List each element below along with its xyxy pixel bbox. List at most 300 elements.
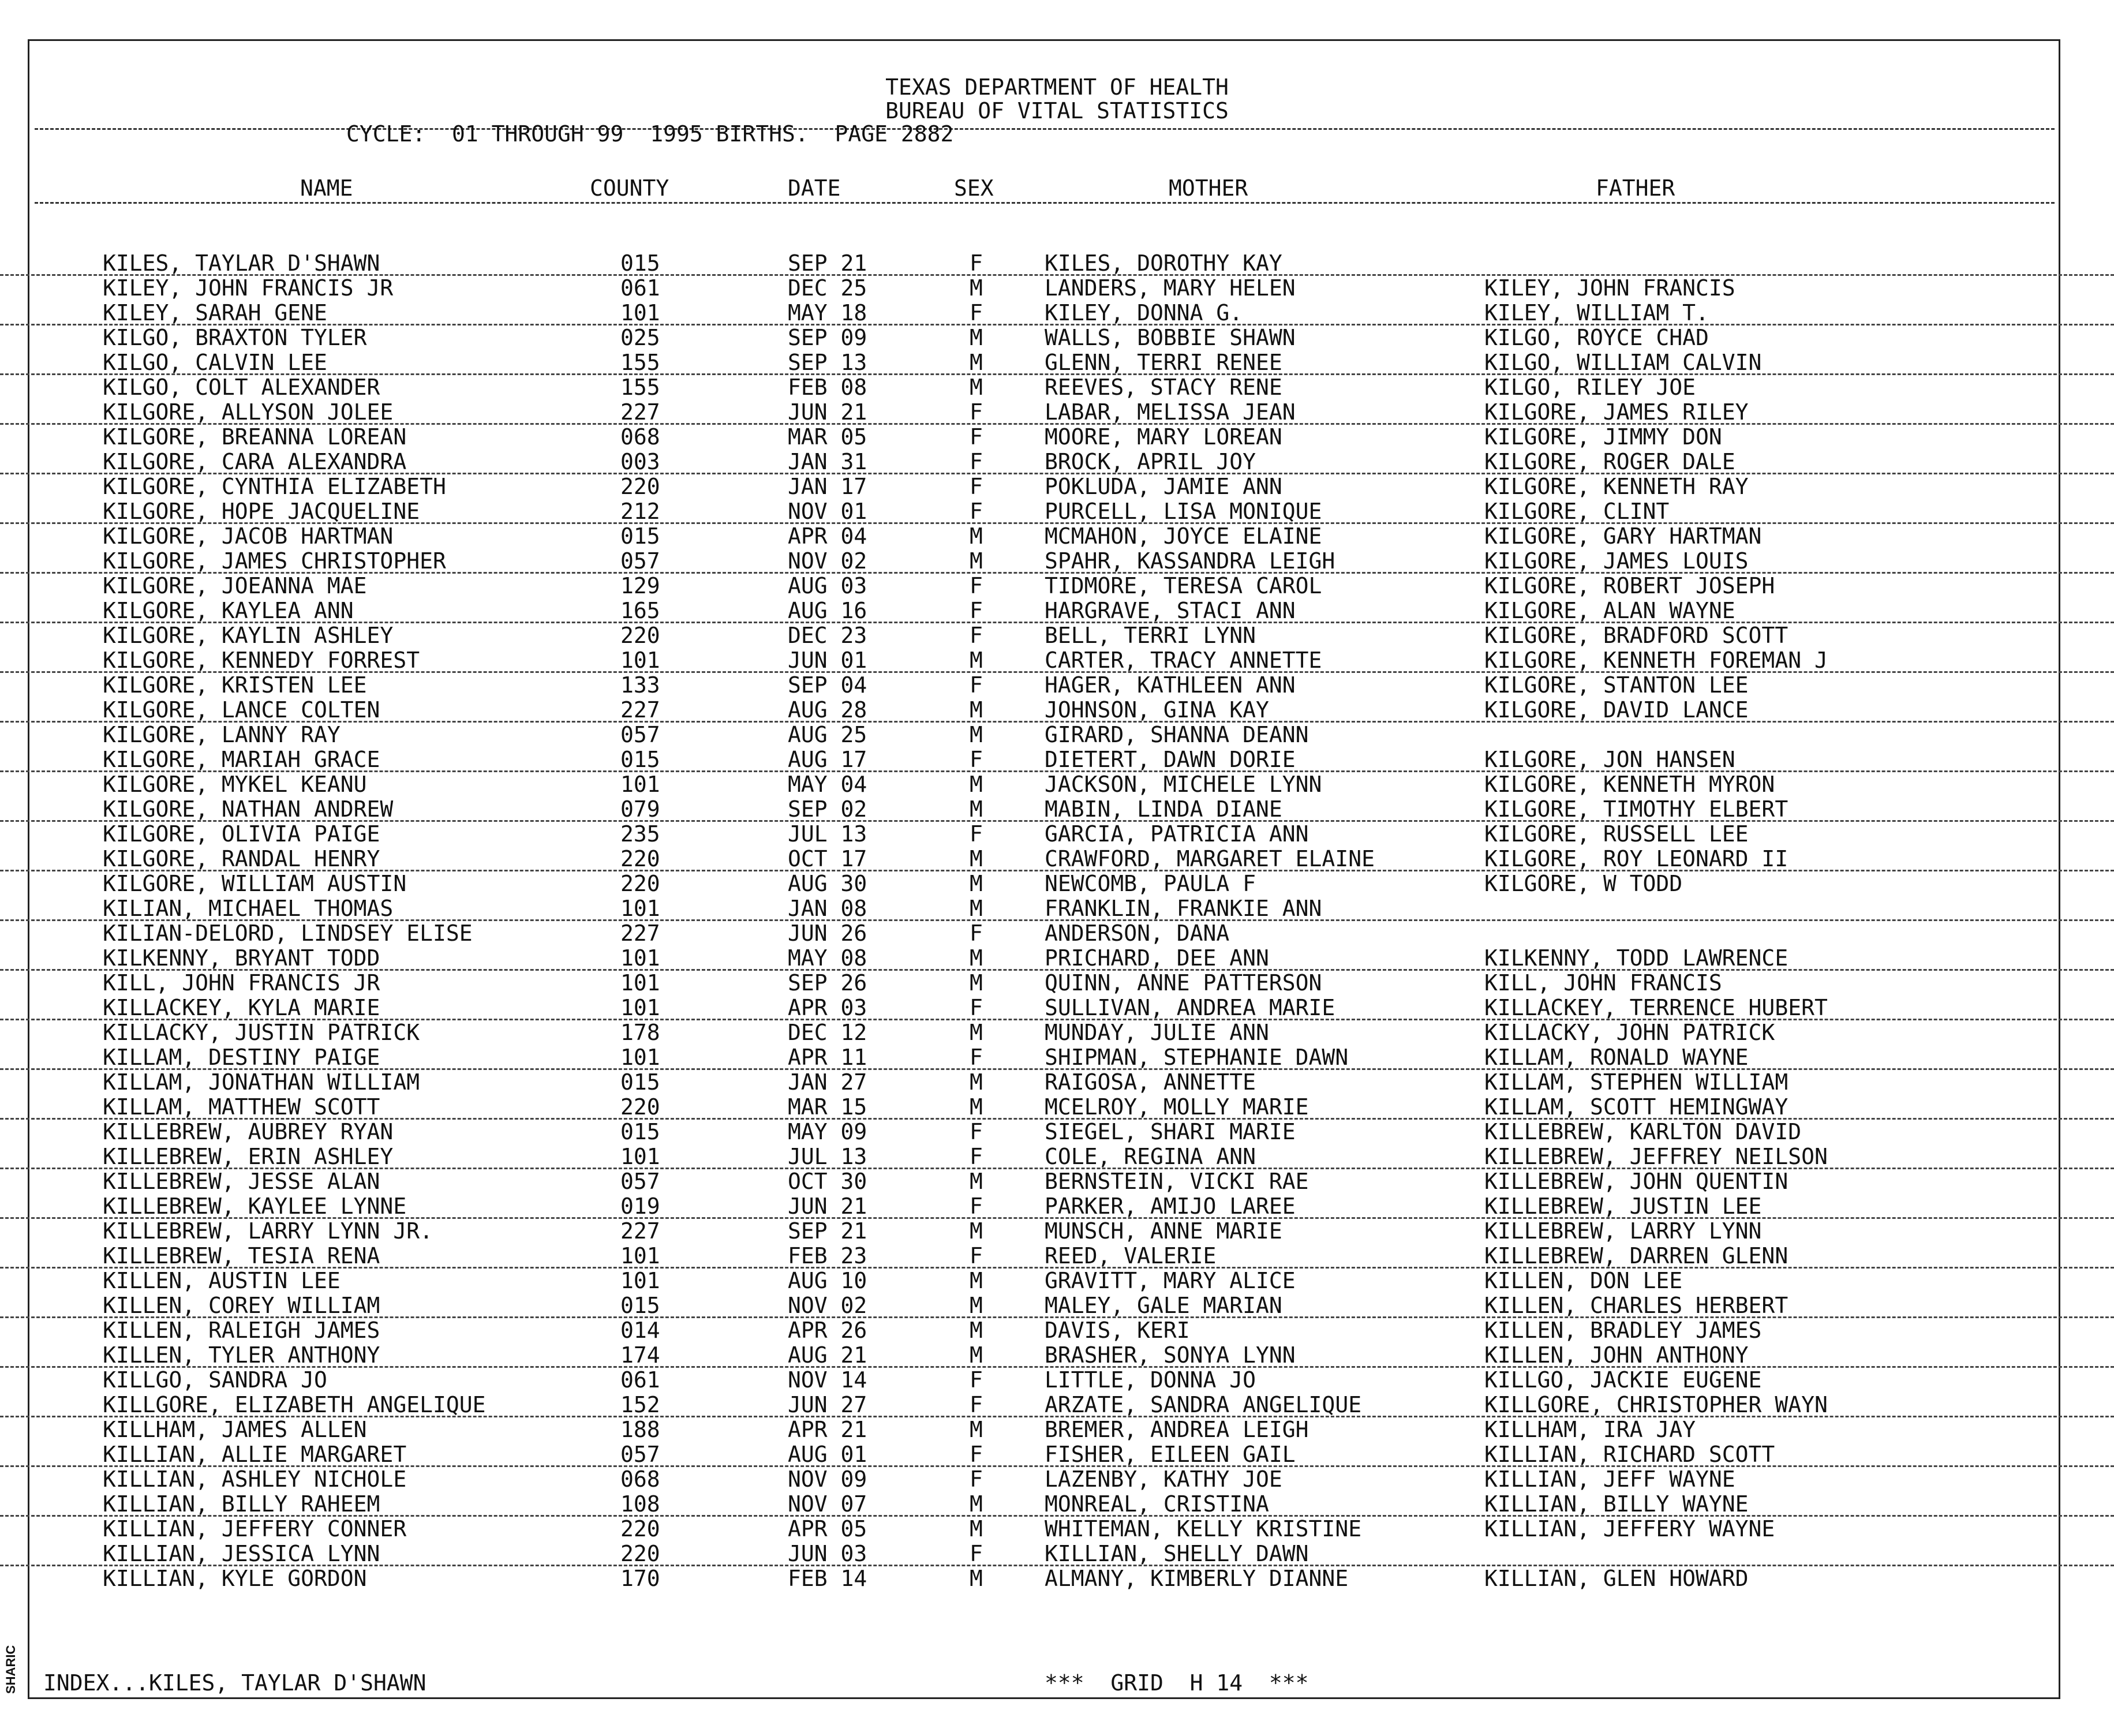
table-row [0,276,2114,301]
cell-name: KILLIAN, ASHLEY NICHOLE [103,1466,407,1492]
cell-name: KILGORE, LANCE COLTEN [103,697,380,723]
side-tag: SHARIC [3,1645,18,1694]
cell-father: KILGORE, ROY LEONARD II [1484,846,1789,871]
cell-mother: MUNDAY, JULIE ANN [1045,1020,1269,1045]
cell-father: KILGORE, ALAN WAYNE [1484,598,1735,623]
cell-mother: KILEY, DONNA G. [1045,300,1243,326]
cell-county: 101 [620,1144,660,1169]
cell-sex: M [970,896,983,921]
table-row [0,1467,2114,1492]
table-row [0,1045,2114,1070]
cell-county: 227 [620,1218,660,1244]
cell-mother: TIDMORE, TERESA CAROL [1045,573,1322,598]
table-row [0,1368,2114,1393]
cell-county: 079 [620,796,660,822]
cell-sex: F [970,499,983,524]
cell-name: KILGORE, KRISTEN LEE [103,672,367,698]
cell-father: KILLEN, CHARLES HERBERT [1484,1293,1789,1318]
cell-mother: ANDERSON, DANA [1045,921,1230,946]
table-row [0,1417,2114,1442]
cell-name: KILGORE, LANNY RAY [103,722,341,747]
table-row [0,996,2114,1020]
cell-county: 155 [620,350,660,375]
cell-date: JUN 21 [788,1194,867,1219]
cell-county: 057 [620,722,660,747]
cell-father: KILLEN, DON LEE [1484,1268,1683,1293]
cell-sex: M [970,1342,983,1368]
cell-name: KILL, JOHN FRANCIS JR [103,970,380,996]
cell-sex: F [970,300,983,326]
cell-county: 015 [620,1293,660,1318]
cell-date: SEP 13 [788,350,867,375]
cell-name: KILLEBREW, JESSE ALAN [103,1169,380,1194]
cell-date: MAY 04 [788,772,867,797]
cell-date: APR 26 [788,1318,867,1343]
cell-date: JUN 26 [788,921,867,946]
cell-date: DEC 12 [788,1020,867,1045]
cell-name: KILIAN, MICHAEL THOMAS [103,896,394,921]
cell-father: KILLIAN, BILLY WAYNE [1484,1491,1749,1517]
cell-date: AUG 16 [788,598,867,623]
cell-father: KILLIAN, GLEN HOWARD [1484,1566,1749,1591]
cell-father: KILLEBREW, JEFFREY NEILSON [1484,1144,1828,1169]
cell-father: KILLGO, JACKIE EUGENE [1484,1367,1762,1393]
cell-date: JUL 13 [788,821,867,847]
cell-county: 061 [620,1367,660,1393]
cell-mother: BROCK, APRIL JOY [1045,449,1256,474]
cell-mother: COLE, REGINA ANN [1045,1144,1256,1169]
footer-index: INDEX...KILES, TAYLAR D'SHAWN [43,1670,426,1696]
cell-sex: F [970,921,983,946]
cell-mother: BRASHER, SONYA LYNN [1045,1342,1296,1368]
cell-date: APR 03 [788,995,867,1020]
cell-date: SEP 21 [788,250,867,276]
table-row [0,1542,2114,1566]
cell-father: KILEY, WILLIAM T. [1484,300,1709,326]
cell-father: KILGO, ROYCE CHAD [1484,325,1709,350]
cell-name: KILGORE, WILLIAM AUSTIN [103,871,407,896]
cell-name: KILLEN, TYLER ANTHONY [103,1342,380,1368]
cell-date: NOV 14 [788,1367,867,1393]
cell-sex: M [970,1218,983,1244]
cell-father: KILGORE, JON HANSEN [1484,747,1735,772]
cell-mother: QUINN, ANNE PATTERSON [1045,970,1322,996]
cell-name: KILGORE, KAYLIN ASHLEY [103,623,394,648]
cell-mother: KILLIAN, SHELLY DAWN [1045,1541,1309,1566]
column-header-father: FATHER [1596,175,1675,201]
cell-name: KILLACKY, JUSTIN PATRICK [103,1020,420,1045]
cell-name: KILLIAN, JEFFERY CONNER [103,1516,407,1542]
cell-father: KILGORE, ROBERT JOSEPH [1484,573,1775,598]
table-row [0,623,2114,648]
cell-county: 101 [620,995,660,1020]
cell-name: KILEY, SARAH GENE [103,300,327,326]
cell-father: KILGORE, ROGER DALE [1484,449,1735,474]
cell-date: FEB 08 [788,375,867,400]
table-row [0,698,2114,723]
table-row [0,921,2114,946]
cell-county: 014 [620,1318,660,1343]
cell-county: 133 [620,672,660,698]
cell-sex: F [970,474,983,499]
cell-sex: F [970,449,983,474]
cell-county: 101 [620,945,660,971]
cell-name: KILGORE, JACOB HARTMAN [103,523,394,549]
cell-mother: GIRARD, SHANNA DEANN [1045,722,1309,747]
cell-father: KILGORE, W TODD [1484,871,1683,896]
cell-father: KILGO, WILLIAM CALVIN [1484,350,1762,375]
cell-mother: MCMAHON, JOYCE ELAINE [1045,523,1322,549]
cell-date: DEC 25 [788,275,867,301]
cell-sex: M [970,1491,983,1517]
cell-name: KILGORE, JOEANNA MAE [103,573,367,598]
cell-date: NOV 02 [788,1293,867,1318]
cell-mother: DAVIS, KERI [1045,1318,1190,1343]
cell-county: 220 [620,871,660,896]
cell-county: 057 [620,548,660,574]
table-row [0,1169,2114,1194]
cell-mother: DIETERT, DAWN DORIE [1045,747,1296,772]
cell-father: KILLIAN, JEFF WAYNE [1484,1466,1735,1492]
cell-name: KILLHAM, JAMES ALLEN [103,1417,367,1442]
table-row [0,326,2114,350]
cell-date: SEP 26 [788,970,867,996]
cell-mother: LANDERS, MARY HELEN [1045,275,1296,301]
cell-date: MAY 08 [788,945,867,971]
cell-father: KILGORE, KENNETH MYRON [1484,772,1775,797]
cell-sex: M [970,772,983,797]
cell-sex: M [970,523,983,549]
cell-county: 101 [620,772,660,797]
cell-date: AUG 10 [788,1268,867,1293]
cell-mother: LITTLE, DONNA JO [1045,1367,1256,1393]
cell-name: KILGORE, KAYLEA ANN [103,598,354,623]
cell-sex: M [970,945,983,971]
column-header-name: NAME [300,175,353,201]
table-row [0,1269,2114,1293]
column-header-date: DATE [788,175,841,201]
header-cycle: CYCLE: 01 THROUGH 99 1995 BIRTHS. PAGE 2882 [346,121,954,147]
cell-county: 212 [620,499,660,524]
cell-mother: FRANKLIN, FRANKIE ANN [1045,896,1322,921]
cell-date: SEP 04 [788,672,867,698]
cell-mother: MUNSCH, ANNE MARIE [1045,1218,1282,1244]
cell-sex: M [970,648,983,673]
cell-name: KILGORE, CARA ALEXANDRA [103,449,407,474]
cell-date: MAR 05 [788,424,867,450]
cell-county: 101 [620,1268,660,1293]
cell-father: KILGORE, GARY HARTMAN [1484,523,1762,549]
table-row [0,822,2114,847]
cell-county: 057 [620,1169,660,1194]
cell-father: KILGORE, CLINT [1484,499,1670,524]
cell-mother: ARZATE, SANDRA ANGELIQUE [1045,1392,1362,1417]
cell-father: KILLAM, SCOTT HEMINGWAY [1484,1094,1789,1120]
cell-father: KILLEBREW, DARREN GLENN [1484,1243,1789,1269]
table-row [0,946,2114,971]
cell-county: 068 [620,424,660,450]
cell-county: 101 [620,300,660,326]
cell-name: KILGORE, MYKEL KEANU [103,772,367,797]
cell-date: FEB 23 [788,1243,867,1269]
cell-sex: F [970,1144,983,1169]
cell-name: KILGORE, BREANNA LOREAN [103,424,407,450]
cell-county: 174 [620,1342,660,1368]
cell-date: APR 21 [788,1417,867,1442]
cell-date: APR 11 [788,1045,867,1070]
header-bureau: BUREAU OF VITAL STATISTICS [885,98,1229,124]
cell-father: KILLAM, RONALD WAYNE [1484,1045,1749,1070]
cell-date: APR 04 [788,523,867,549]
cell-father: KILGORE, KENNETH RAY [1484,474,1749,499]
cell-name: KILGORE, OLIVIA PAIGE [103,821,380,847]
cell-county: 057 [620,1442,660,1467]
cell-date: JUL 13 [788,1144,867,1169]
cell-county: 061 [620,275,660,301]
cell-sex: M [970,871,983,896]
table-row [0,797,2114,822]
cell-father: KILGORE, KENNETH FOREMAN J [1484,648,1828,673]
table-row [0,747,2114,772]
cell-name: KILLIAN, JESSICA LYNN [103,1541,380,1566]
cell-county: 220 [620,1541,660,1566]
cell-date: JUN 21 [788,399,867,425]
table-row [0,1095,2114,1120]
cell-county: 220 [620,846,660,871]
cell-mother: FISHER, EILEEN GAIL [1045,1442,1296,1467]
cell-sex: F [970,250,983,276]
cell-name: KILLIAN, ALLIE MARGARET [103,1442,407,1467]
table-row [0,1318,2114,1343]
table-row [0,400,2114,425]
cell-mother: BREMER, ANDREA LEIGH [1045,1417,1309,1442]
cell-name: KILES, TAYLAR D'SHAWN [103,250,380,276]
cell-sex: F [970,1045,983,1070]
cell-sex: F [970,1367,983,1393]
cell-name: KILLIAN, BILLY RAHEEM [103,1491,380,1517]
cell-sex: M [970,846,983,871]
table-row [0,1219,2114,1244]
cell-date: MAR 15 [788,1094,867,1120]
cell-sex: F [970,598,983,623]
cell-date: MAY 09 [788,1119,867,1144]
cell-mother: GARCIA, PATRICIA ANN [1045,821,1309,847]
cell-mother: SPAHR, KASSANDRA LEIGH [1045,548,1335,574]
cell-county: 015 [620,747,660,772]
cell-county: 155 [620,375,660,400]
table-row [0,474,2114,499]
cell-name: KILLEBREW, KAYLEE LYNNE [103,1194,407,1219]
cell-father: KILGORE, JAMES RILEY [1484,399,1749,425]
cell-county: 015 [620,250,660,276]
cell-county: 235 [620,821,660,847]
cell-name: KILLEBREW, AUBREY RYAN [103,1119,394,1144]
cell-sex: F [970,623,983,648]
cell-name: KILLAM, JONATHAN WILLIAM [103,1069,420,1095]
cell-county: 101 [620,970,660,996]
cell-county: 101 [620,1045,660,1070]
cell-name: KILGORE, CYNTHIA ELIZABETH [103,474,446,499]
cell-mother: MABIN, LINDA DIANE [1045,796,1282,822]
header-agency: TEXAS DEPARTMENT OF HEALTH [885,74,1229,100]
cell-sex: F [970,573,983,598]
cell-sex: F [970,424,983,450]
cell-sex: M [970,1318,983,1343]
cell-date: AUG 21 [788,1342,867,1368]
cell-sex: M [970,970,983,996]
cell-county: 170 [620,1566,660,1591]
cell-sex: M [970,722,983,747]
cell-father: KILLEBREW, LARRY LYNN [1484,1218,1762,1244]
cell-mother: JOHNSON, GINA KAY [1045,697,1269,723]
cell-county: 227 [620,399,660,425]
cell-mother: POKLUDA, JAMIE ANN [1045,474,1282,499]
cell-mother: SULLIVAN, ANDREA MARIE [1045,995,1335,1020]
cell-date: JAN 08 [788,896,867,921]
cell-mother: REED, VALERIE [1045,1243,1217,1269]
cell-father: KILGORE, BRADFORD SCOTT [1484,623,1789,648]
cell-date: AUG 03 [788,573,867,598]
cell-sex: M [970,1417,983,1442]
header-divider [35,128,2055,130]
cell-name: KILLAM, DESTINY PAIGE [103,1045,380,1070]
cell-sex: F [970,995,983,1020]
cell-county: 227 [620,921,660,946]
cell-father: KILLIAN, JEFFERY WAYNE [1484,1516,1775,1542]
cell-sex: F [970,1119,983,1144]
cell-date: JAN 27 [788,1069,867,1095]
cell-mother: MOORE, MARY LOREAN [1045,424,1282,450]
cell-name: KILGORE, MARIAH GRACE [103,747,380,772]
cell-county: 101 [620,896,660,921]
cell-name: KILGO, CALVIN LEE [103,350,327,375]
cell-name: KILGORE, ALLYSON JOLEE [103,399,394,425]
cell-sex: M [970,1169,983,1194]
table-row [0,425,2114,450]
table-row [0,598,2114,623]
cell-name: KILGO, COLT ALEXANDER [103,375,380,400]
table-row [0,673,2114,698]
cell-name: KILGORE, KENNEDY FORREST [103,648,420,673]
table-row [0,1343,2114,1368]
cell-sex: M [970,548,983,574]
cell-name: KILLGORE, ELIZABETH ANGELIQUE [103,1392,486,1417]
cell-name: KILGORE, NATHAN ANDREW [103,796,394,822]
column-header-county: COUNTY [590,175,669,201]
cell-sex: M [970,1293,983,1318]
table-row [0,1244,2114,1269]
cell-name: KILLEN, RALEIGH JAMES [103,1318,380,1343]
cell-sex: M [970,325,983,350]
cell-county: 220 [620,474,660,499]
table-row [0,1020,2114,1045]
cell-date: AUG 01 [788,1442,867,1467]
cell-father: KILGORE, RUSSELL LEE [1484,821,1749,847]
cell-date: SEP 21 [788,1218,867,1244]
cell-father: KILGORE, JIMMY DON [1484,424,1722,450]
table-row [0,301,2114,326]
cell-date: SEP 02 [788,796,867,822]
cell-name: KILLEBREW, ERIN ASHLEY [103,1144,394,1169]
cell-sex: M [970,350,983,375]
cell-date: OCT 17 [788,846,867,871]
table-row [0,648,2114,673]
cell-father: KILEY, JOHN FRANCIS [1484,275,1735,301]
table-row [0,1566,2114,1591]
cell-name: KILGORE, RANDAL HENRY [103,846,380,871]
cell-father: KILLAM, STEPHEN WILLIAM [1484,1069,1789,1095]
table-row [0,1393,2114,1417]
cell-mother: KILES, DOROTHY KAY [1045,250,1282,276]
cell-date: JAN 17 [788,474,867,499]
cell-name: KILLEBREW, LARRY LYNN JR. [103,1218,433,1244]
cell-mother: RAIGOSA, ANNETTE [1045,1069,1256,1095]
cell-county: 152 [620,1392,660,1417]
cell-county: 015 [620,1119,660,1144]
cell-father: KILLEN, JOHN ANTHONY [1484,1342,1749,1368]
cell-mother: ALMANY, KIMBERLY DIANNE [1045,1566,1349,1591]
cell-mother: MONREAL, CRISTINA [1045,1491,1269,1517]
cell-sex: M [970,796,983,822]
cell-county: 015 [620,523,660,549]
cell-date: MAY 18 [788,300,867,326]
table-row [0,1144,2114,1169]
cell-sex: M [970,1268,983,1293]
cell-date: FEB 14 [788,1566,867,1591]
cell-county: 188 [620,1417,660,1442]
table-row [0,971,2114,996]
cell-date: APR 05 [788,1516,867,1542]
cell-mother: BERNSTEIN, VICKI RAE [1045,1169,1309,1194]
cell-county: 015 [620,1069,660,1095]
cell-date: NOV 01 [788,499,867,524]
cell-date: NOV 02 [788,548,867,574]
cell-county: 108 [620,1491,660,1517]
cell-father: KILGORE, STANTON LEE [1484,672,1749,698]
table-row [0,450,2114,474]
cell-sex: F [970,1392,983,1417]
cell-mother: MCELROY, MOLLY MARIE [1045,1094,1309,1120]
cell-date: NOV 07 [788,1491,867,1517]
cell-county: 101 [620,648,660,673]
cell-mother: WHITEMAN, KELLY KRISTINE [1045,1516,1362,1542]
cell-name: KILGO, BRAXTON TYLER [103,325,367,350]
table-row [0,772,2114,797]
cell-county: 025 [620,325,660,350]
cell-father: KILKENNY, TODD LAWRENCE [1484,945,1789,971]
cell-mother: JACKSON, MICHELE LYNN [1045,772,1322,797]
cell-sex: F [970,821,983,847]
cell-sex: M [970,1094,983,1120]
cell-mother: CRAWFORD, MARGARET ELAINE [1045,846,1375,871]
cell-name: KILKENNY, BRYANT TODD [103,945,380,971]
cell-father: KILLEBREW, KARLTON DAVID [1484,1119,1802,1144]
cell-sex: M [970,697,983,723]
cell-name: KILLACKEY, KYLA MARIE [103,995,380,1020]
cell-county: 220 [620,1516,660,1542]
table-row [0,251,2114,276]
cell-sex: M [970,275,983,301]
cell-father: KILGORE, JAMES LOUIS [1484,548,1749,574]
cell-mother: HAGER, KATHLEEN ANN [1045,672,1296,698]
birth-records-table [0,251,2114,1591]
cell-date: AUG 30 [788,871,867,896]
cell-sex: F [970,1466,983,1492]
cell-date: AUG 17 [788,747,867,772]
cell-father: KILLGORE, CHRISTOPHER WAYN [1484,1392,1828,1417]
column-header-sex: SEX [954,175,994,201]
table-row [0,871,2114,896]
